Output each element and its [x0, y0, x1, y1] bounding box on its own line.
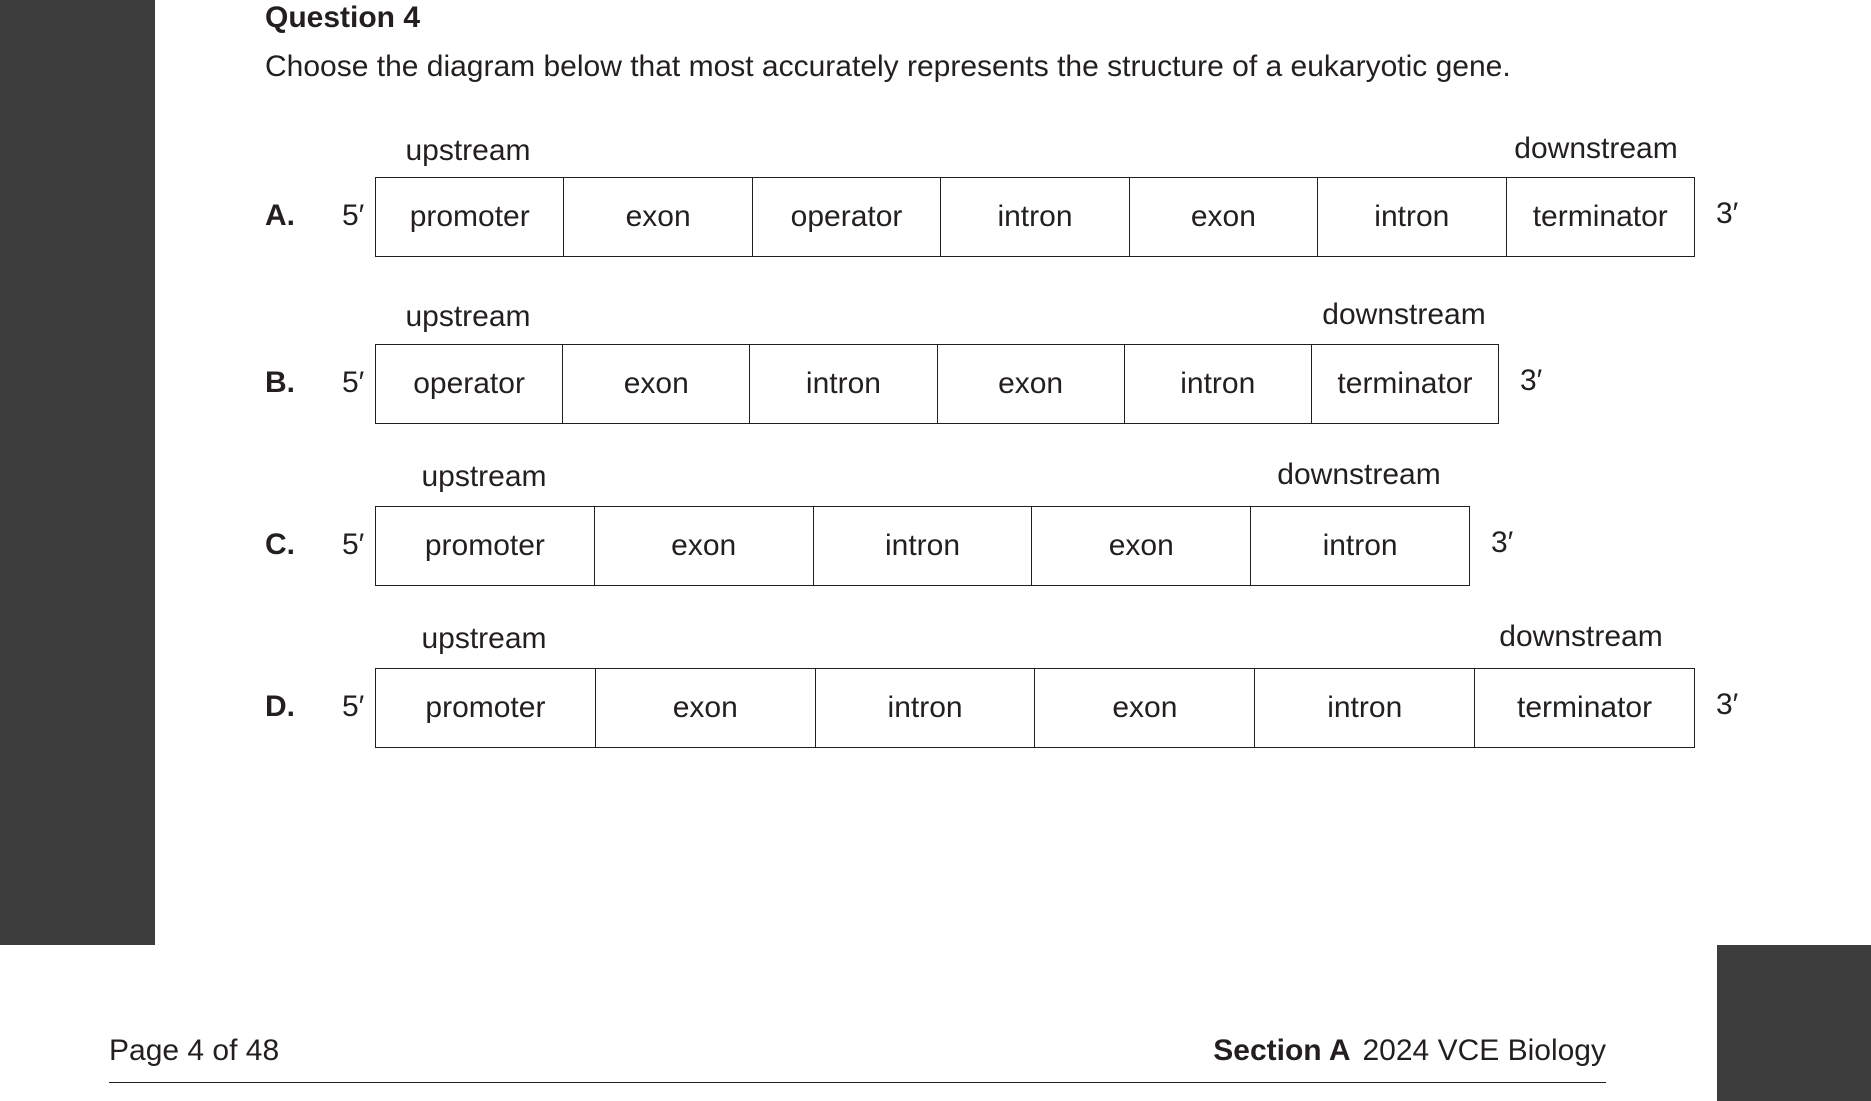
three-prime-label: 3′	[1491, 526, 1514, 559]
gene-segment: intron	[816, 669, 1036, 747]
question-stem: Choose the diagram below that most accurately represents the structure of a eukaryotic gene.	[265, 50, 1511, 83]
gene-segment: exon	[563, 345, 750, 423]
option-a[interactable]	[0, 130, 1871, 280]
three-prime-label: 3′	[1716, 197, 1739, 230]
three-prime-label: 3′	[1716, 688, 1739, 721]
gene-sequence	[375, 668, 1695, 748]
gene-segment: operator	[376, 345, 563, 423]
downstream-label: downstream	[1277, 458, 1441, 491]
gene-segment: exon	[1035, 669, 1255, 747]
gene-segment: exon	[1130, 178, 1318, 256]
option-b[interactable]	[0, 297, 1871, 447]
gene-sequence	[375, 506, 1470, 586]
five-prime-label: 5′	[342, 690, 365, 723]
option-letter: D.	[265, 690, 295, 723]
gene-segment: intron	[750, 345, 937, 423]
gene-segment: promoter	[376, 178, 564, 256]
upstream-label: upstream	[405, 134, 531, 167]
gene-segment: intron	[1318, 178, 1506, 256]
gene-segment: terminator	[1337, 367, 1473, 400]
gene-segment: terminator	[1517, 691, 1653, 724]
gene-segment: intron	[1322, 529, 1398, 562]
gene-segment: exon	[595, 507, 814, 585]
option-letter: A.	[265, 199, 295, 232]
option-c[interactable]	[0, 459, 1871, 609]
gene-segment: exon	[596, 669, 816, 747]
gene-segment: intron	[814, 507, 1033, 585]
five-prime-label: 5′	[342, 528, 365, 561]
gene-segment: exon	[938, 345, 1125, 423]
gene-segment: operator	[753, 178, 941, 256]
upstream-label: upstream	[405, 300, 531, 333]
five-prime-label: 5′	[342, 199, 365, 232]
gene-segment: intron	[941, 178, 1129, 256]
option-letter: B.	[265, 366, 295, 399]
three-prime-label: 3′	[1520, 364, 1543, 397]
option-letter: C.	[265, 528, 295, 561]
downstream-label: downstream	[1322, 298, 1486, 331]
gene-segment: exon	[1032, 507, 1251, 585]
downstream-label: downstream	[1514, 132, 1678, 165]
gene-segment: intron	[1125, 345, 1312, 423]
corner-block	[1717, 945, 1871, 1101]
gene-segment: terminator	[1532, 200, 1668, 233]
section-label: Section A	[1213, 1034, 1351, 1067]
gene-segment: promoter	[376, 669, 596, 747]
downstream-label: downstream	[1499, 620, 1663, 653]
question-title: Question 4	[265, 1, 421, 34]
gene-segment: intron	[1255, 669, 1475, 747]
upstream-label: upstream	[421, 460, 547, 493]
option-d[interactable]	[0, 621, 1871, 771]
exam-title: 2024 VCE Biology	[1362, 1034, 1606, 1067]
page-number: Page 4 of 48	[109, 1034, 280, 1067]
gene-segment: promoter	[376, 507, 595, 585]
upstream-label: upstream	[421, 622, 547, 655]
footer-section	[1213, 1033, 1606, 1069]
footer-divider	[109, 1082, 1606, 1083]
five-prime-label: 5′	[342, 366, 365, 399]
gene-sequence	[375, 344, 1499, 424]
gene-sequence	[375, 177, 1695, 257]
gene-segment: exon	[564, 178, 752, 256]
